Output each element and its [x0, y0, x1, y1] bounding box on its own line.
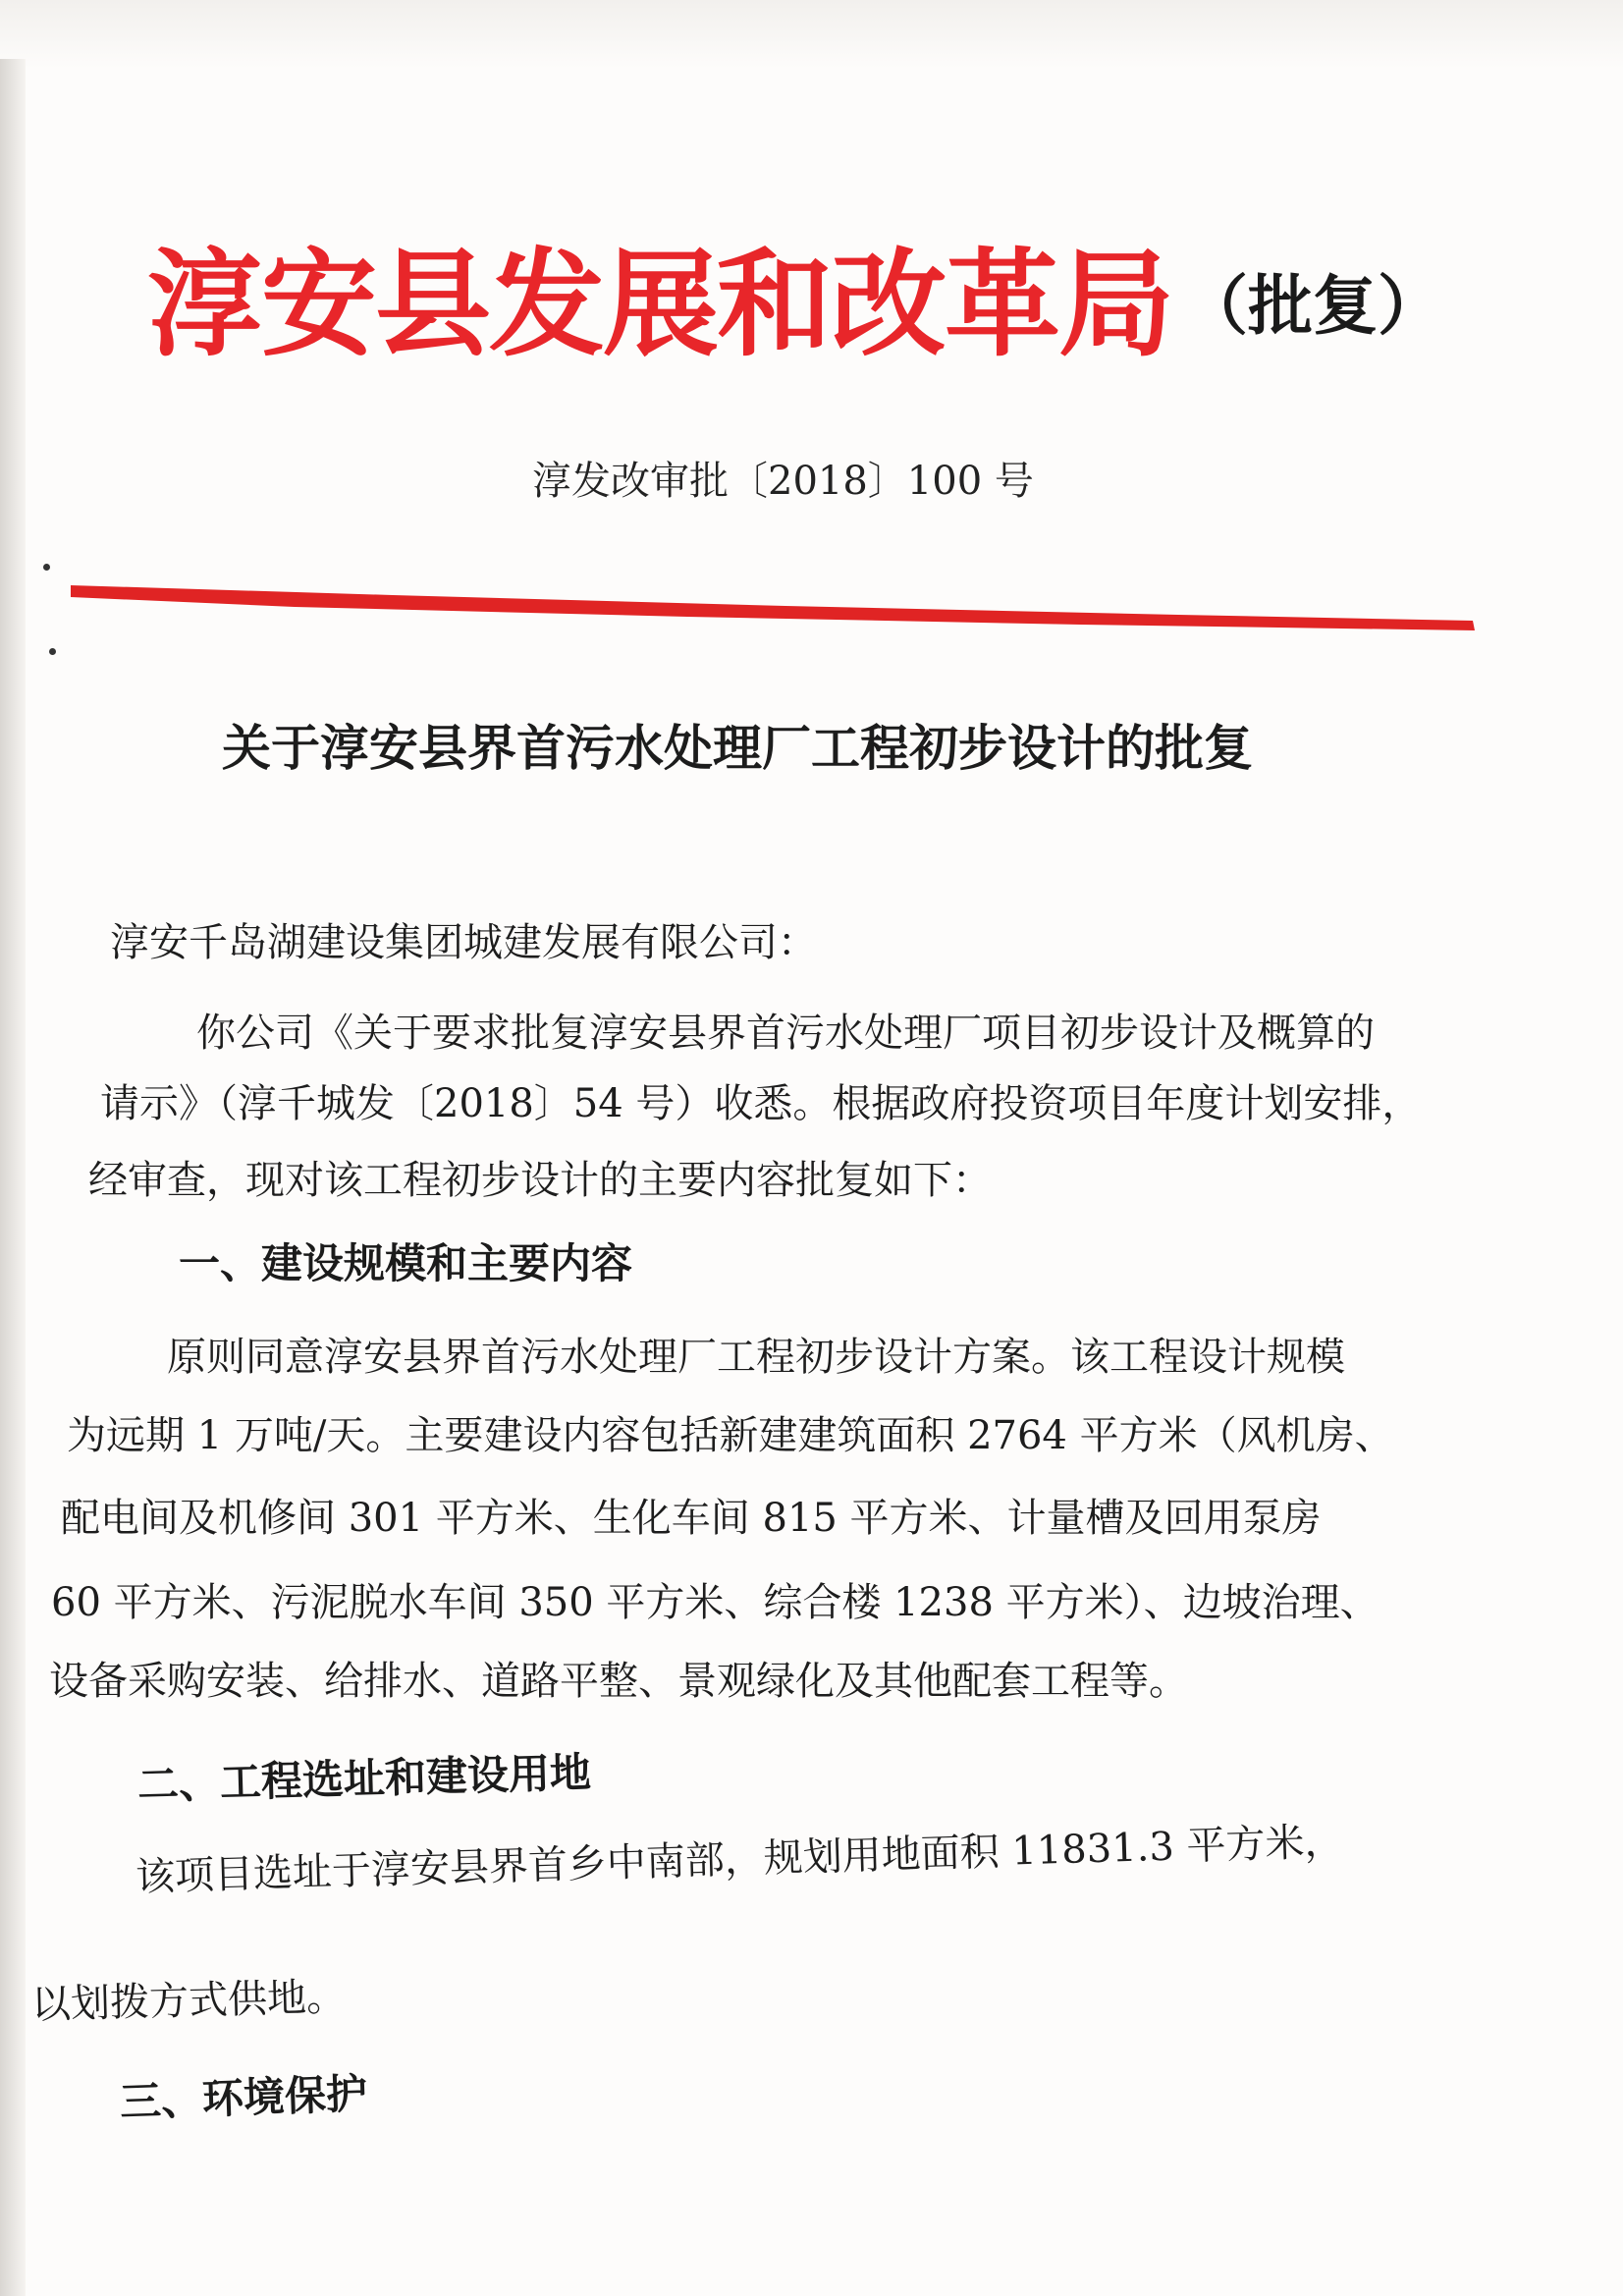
section1-line: 设备采购安装、给排水、道路平整、景观绿化及其他配套工程等。	[49, 1659, 1188, 1704]
intro-line: 请示》（淳千城发〔2018〕54 号）收悉。根据政府投资项目年度计划安排，	[100, 1081, 1422, 1126]
document-number: 淳发改审批〔2018〕100 号	[532, 459, 1034, 504]
punch-dot	[49, 648, 56, 655]
section1-line: 60 平方米、污泥脱水车间 350 平方米、综合楼 1238 平方米）、边坡治理、	[51, 1580, 1380, 1625]
section2-line: 以划拨方式供地。	[30, 1974, 347, 2028]
recipient-line: 淳安千岛湖建设集团城建发展有限公司：	[110, 920, 817, 965]
document-title: 关于淳安县界首污水处理厂工程初步设计的批复	[222, 720, 1253, 777]
section-heading-3: 三、环境保护	[119, 2069, 368, 2126]
section1-line: 为远期 1 万吨/天。主要建设内容包括新建建筑面积 2764 平方米（风机房、	[67, 1413, 1394, 1458]
agency-header: 淳安县发展和改革局	[147, 236, 1173, 372]
section1-line: 原则同意淳安县界首污水处理厂工程初步设计方案。该工程设计规模	[167, 1335, 1345, 1380]
red-separator-rule	[0, 0, 1623, 687]
section2-line: 该项目选址于淳安县界首乡中南部，规划用地面积 11831.3 平方米，	[135, 1819, 1345, 1900]
intro-line: 经审查，现对该工程初步设计的主要内容批复如下：	[88, 1158, 992, 1203]
section-heading-1: 一、建设规模和主要内容	[179, 1239, 633, 1287]
section1-line: 配电间及机修间 301 平方米、生化车间 815 平方米、计量槽及回用泵房	[61, 1496, 1322, 1541]
section-heading-2: 二、工程选址和建设用地	[136, 1748, 592, 1809]
punch-dot	[43, 564, 50, 571]
intro-line: 你公司《关于要求批复淳安县界首污水处理厂项目初步设计及概算的	[196, 1011, 1375, 1056]
document-type-label: （批复）	[1183, 268, 1442, 344]
